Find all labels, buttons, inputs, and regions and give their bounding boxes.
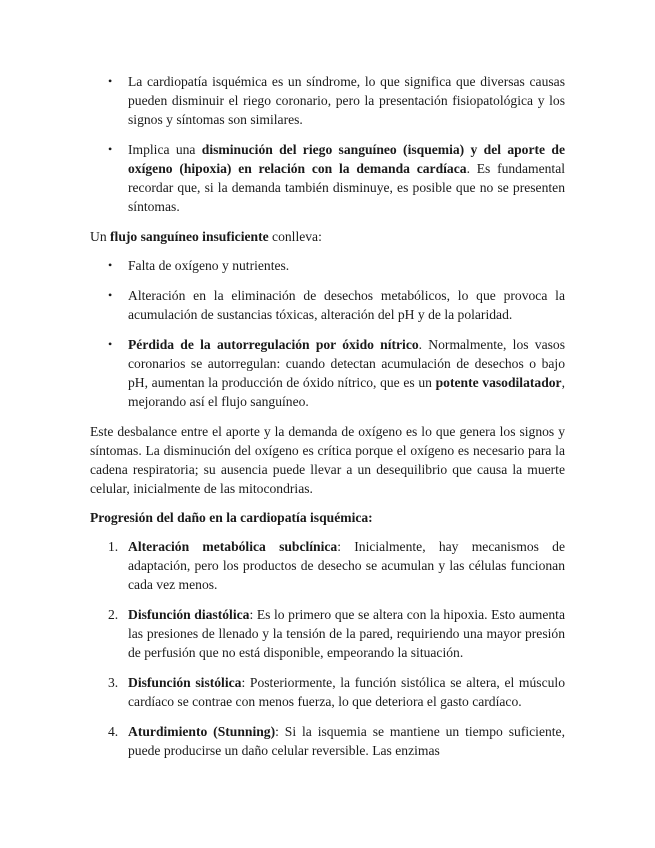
- list-item: [90, 72, 565, 129]
- text-run: Pérdida de la autorregulación por óxido nítrico: [128, 337, 419, 352]
- intro-bullet-list: [90, 72, 565, 216]
- text-run: flujo sanguíneo insuficiente: [110, 229, 269, 244]
- text-run: conlleva:: [268, 229, 322, 244]
- progression-list: [90, 537, 565, 760]
- text-run: Implica una: [128, 142, 202, 157]
- text-run: . Es fundamental recordar que, si la demanda también disminuye, es posible que no se presenten síntomas.: [128, 161, 566, 214]
- text-run: La cardiopatía isquémica es un síndrome, lo que significa que diversas causas pueden disminuir el riego coronario, pero la presentación fisiopatológica y los signos y síntomas son similares.: [128, 74, 565, 127]
- text-run: , mejorando así el flujo sanguíneo.: [128, 375, 565, 409]
- bullet-icon: •: [108, 74, 113, 88]
- text-run: Aturdimiento (Stunning): [128, 724, 276, 739]
- text-run: Un: [90, 229, 111, 244]
- item-number: 2.: [108, 607, 119, 622]
- text-run: : Es lo primero que se altera con la hipoxia. Esto aumenta las presiones de llenado y la tensión de la pared, requiriendo una mayor presión de perfusión que no está disponible, empeorando la situación.: [128, 607, 565, 660]
- text-run: disminución del riego sanguíneo (isquemia) y del aporte de oxígeno (hipoxia) en relación con la demanda cardíaca: [128, 142, 565, 176]
- numbered-item: [90, 605, 565, 662]
- item-number: 4.: [108, 724, 119, 739]
- bullet-icon: •: [108, 288, 113, 302]
- text-run: . Normalmente, los vasos coronarios se autorregulan: cuando detectan acumulación de desechos o bajo pH, aumentan la producción de óxido nítrico, que es un: [128, 337, 565, 390]
- text-run: Falta de oxígeno y nutrientes.: [128, 258, 290, 273]
- list-item: [90, 140, 565, 216]
- numbered-item: [90, 673, 565, 711]
- flow-intro-paragraph: [90, 227, 565, 246]
- bullet-icon: •: [108, 258, 113, 272]
- text-run: Disfunción diastólica: [128, 607, 250, 622]
- flow-bullet-list: [90, 256, 565, 411]
- text-run: Alteración metabólica subclínica: [128, 539, 338, 554]
- list-item: [90, 256, 565, 275]
- text-run: potente vasodilatador: [435, 375, 562, 390]
- text-run: : Posteriormente, la función sistólica se altera, el músculo cardíaco se contrae con menos fuerza, lo que deteriora el gasto cardíaco.: [128, 675, 566, 709]
- oxygen-balance-paragraph: Este desbalance entre el aporte y la demanda de oxígeno es lo que genera los signos y síntomas. La disminución del oxígeno es crítica porque el oxígeno es necesario para la cadena respiratoria; su ausencia puede llevar a un desequilibrio que causa la muerte celular, inicialmente de las mitocondrias.: [90, 424, 565, 496]
- bullet-icon: •: [108, 142, 113, 156]
- bullet-icon: •: [108, 337, 113, 351]
- item-number: 1.: [108, 539, 119, 554]
- list-item: [90, 286, 565, 324]
- numbered-item: [90, 722, 565, 760]
- list-item: [90, 335, 565, 411]
- text-run: : Si la isquemia se mantiene un tiempo suficiente, puede producirse un daño celular reversible. Las enzimas: [128, 724, 565, 758]
- progression-heading: [90, 508, 565, 527]
- text-run: Disfunción sistólica: [128, 675, 242, 690]
- progression-heading-text: Progresión del daño en la cardiopatía isquémica:: [90, 510, 373, 525]
- text-run: : Inicialmente, hay mecanismos de adaptación, pero los productos de desecho se acumulan y las células funcionan cada vez menos.: [128, 539, 565, 592]
- numbered-item: [90, 537, 565, 594]
- text-run: Alteración en la eliminación de desechos metabólicos, lo que provoca la acumulación de sustancias tóxicas, alteración del pH y de la polaridad.: [128, 288, 565, 322]
- item-number: 3.: [108, 675, 119, 690]
